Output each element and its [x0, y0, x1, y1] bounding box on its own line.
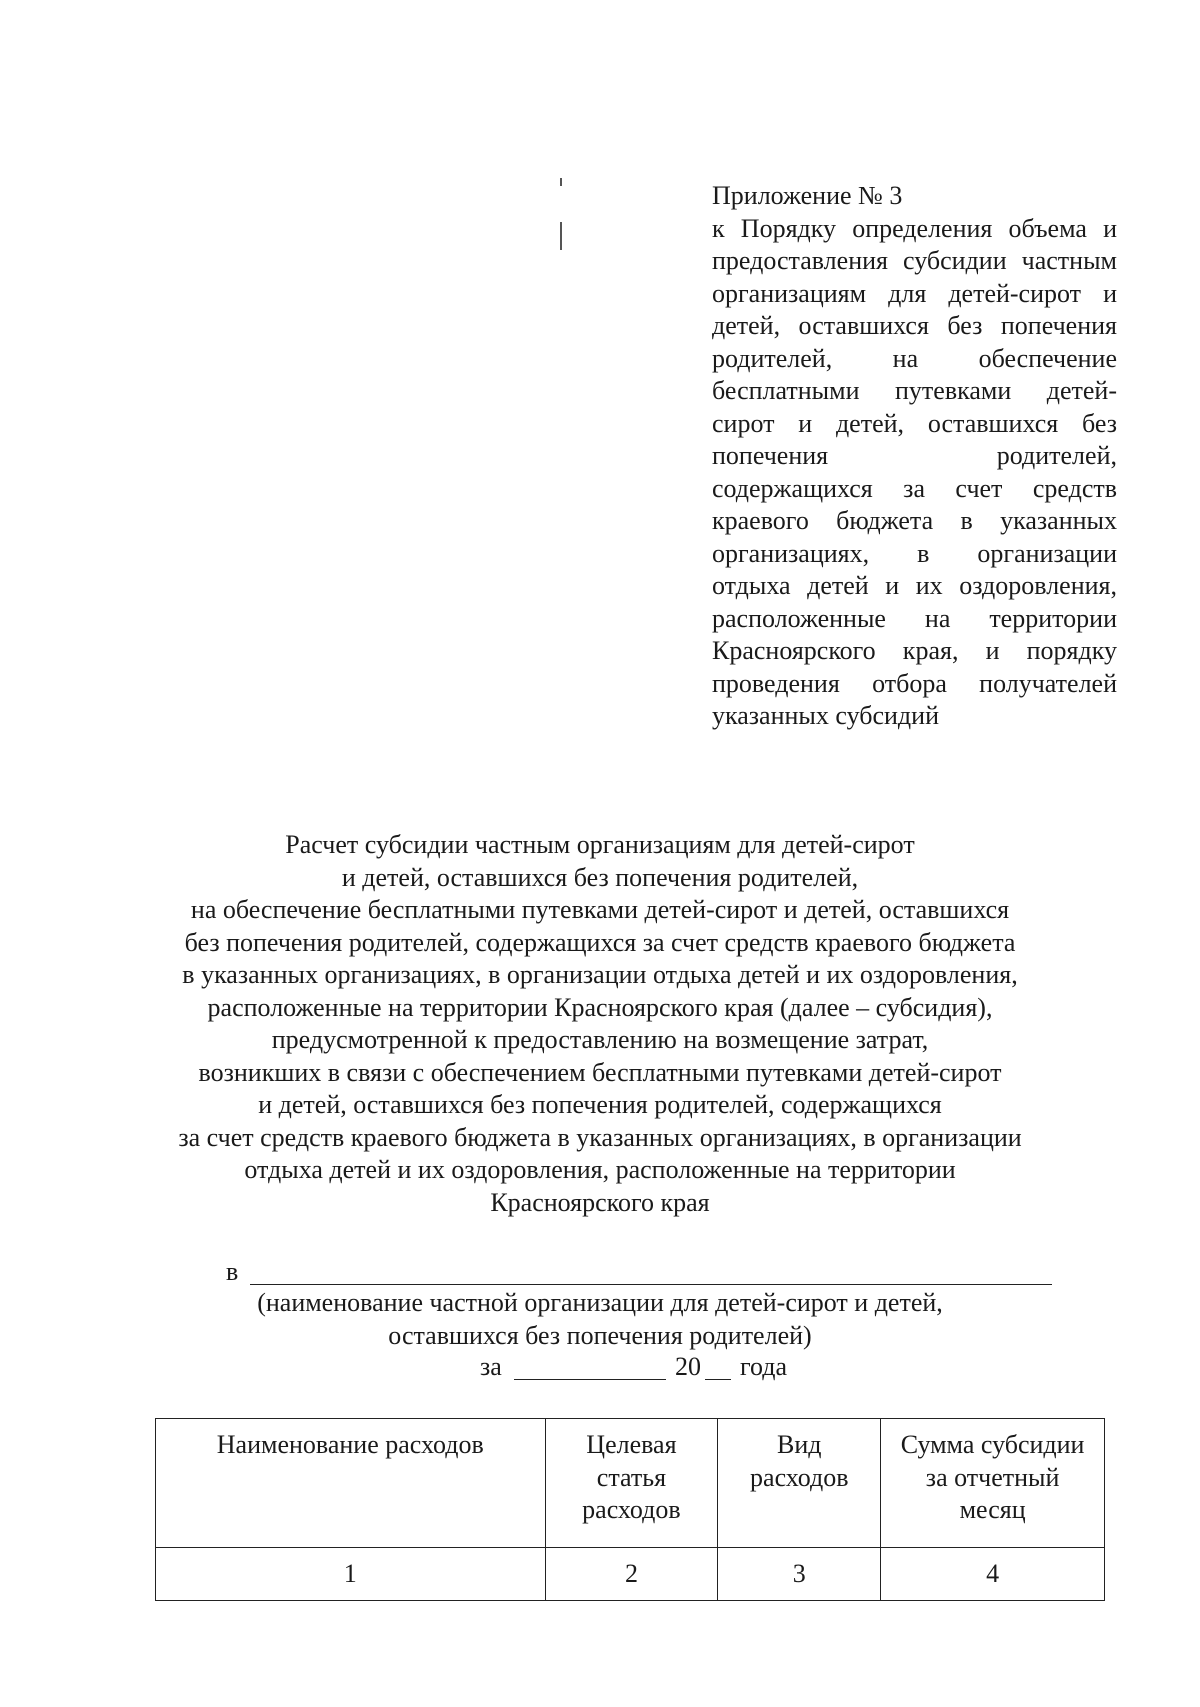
organization-caption — [150, 1287, 1050, 1352]
title-line: без попечения родителей, содержащихся за счет средств краевого бюджета — [184, 927, 1016, 957]
title-line: предусмотренной к предоставлению на возмещение затрат, — [271, 1025, 929, 1054]
header-expense-name: Наименование расходов — [156, 1419, 546, 1548]
year-blank — [705, 1379, 731, 1380]
title-line: на обеспечение бесплатными путевками детей-сирот и детей, оставшихся — [190, 895, 1010, 924]
organization-name-blank — [250, 1284, 1052, 1285]
expenses-table — [155, 1418, 1105, 1601]
title-line: в указанных организациях, в организации отдыха детей и их оздоровления, — [182, 960, 1018, 989]
period-blank — [514, 1379, 666, 1380]
title-line: Красноярского края — [490, 1187, 710, 1217]
appendix-reference: к Порядку определения объема и предоставления субсидии частным организациям для детей-сирот и детей, оставшихся без попечения родителей, на обеспечение бесплатными путевками детей-сирот и детей, оставшихся без попечения родителей, содержащихся за счет средств краевого бюджета в указанных организациях, в организации отдыха детей и их оздоровления, расположенные на территории Красноярского края, и порядку проведения отбора получателей указанных субсидий — [712, 213, 1117, 730]
period-suffix: года — [740, 1352, 788, 1381]
appendix-title: Приложение № 3 — [712, 181, 903, 210]
title-line: за счет средств краевого бюджета в указанных организациях, в организации — [178, 1122, 1022, 1152]
caption-line: оставшихся без попечения родителей) — [388, 1320, 812, 1350]
scan-artifact — [560, 178, 562, 186]
title-line: и детей, оставшихся без попечения родителей, содержащихся — [258, 1090, 942, 1119]
organization-prefix: в — [226, 1257, 239, 1286]
table-cell: 2 — [545, 1548, 718, 1601]
header-target-article: Целевая статья расходов — [545, 1419, 718, 1548]
table-cell: 3 — [718, 1548, 881, 1601]
header-expense-type: Вид расходов — [718, 1419, 881, 1548]
period-year-prefix: 20 — [675, 1352, 701, 1381]
title-line: расположенные на территории Красноярского края (далее – субсидия), — [207, 992, 993, 1022]
scan-artifact — [560, 222, 562, 250]
table-row — [156, 1548, 1105, 1601]
appendix-header — [712, 180, 1117, 733]
table-cell: 4 — [881, 1548, 1105, 1601]
title-line: Расчет субсидии частным организациям для детей-сирот — [285, 830, 915, 859]
document-title — [150, 829, 1050, 1219]
period-prefix: за — [480, 1352, 502, 1381]
reporting-period-line — [480, 1352, 840, 1386]
title-line: отдыха детей и их оздоровления, расположенные на территории — [244, 1155, 956, 1184]
caption-line: (наименование частной организации для детей-сирот и детей, — [257, 1288, 943, 1317]
header-subsidy-amount: Сумма субсидии за отчетный месяц — [881, 1419, 1105, 1548]
table-cell: 1 — [156, 1548, 546, 1601]
table-header-row — [156, 1419, 1105, 1548]
title-line: возникших в связи с обеспечением бесплатными путевками детей-сирот — [198, 1057, 1002, 1087]
organization-name-line — [226, 1257, 1056, 1291]
title-line: и детей, оставшихся без попечения родителей, — [341, 862, 859, 892]
